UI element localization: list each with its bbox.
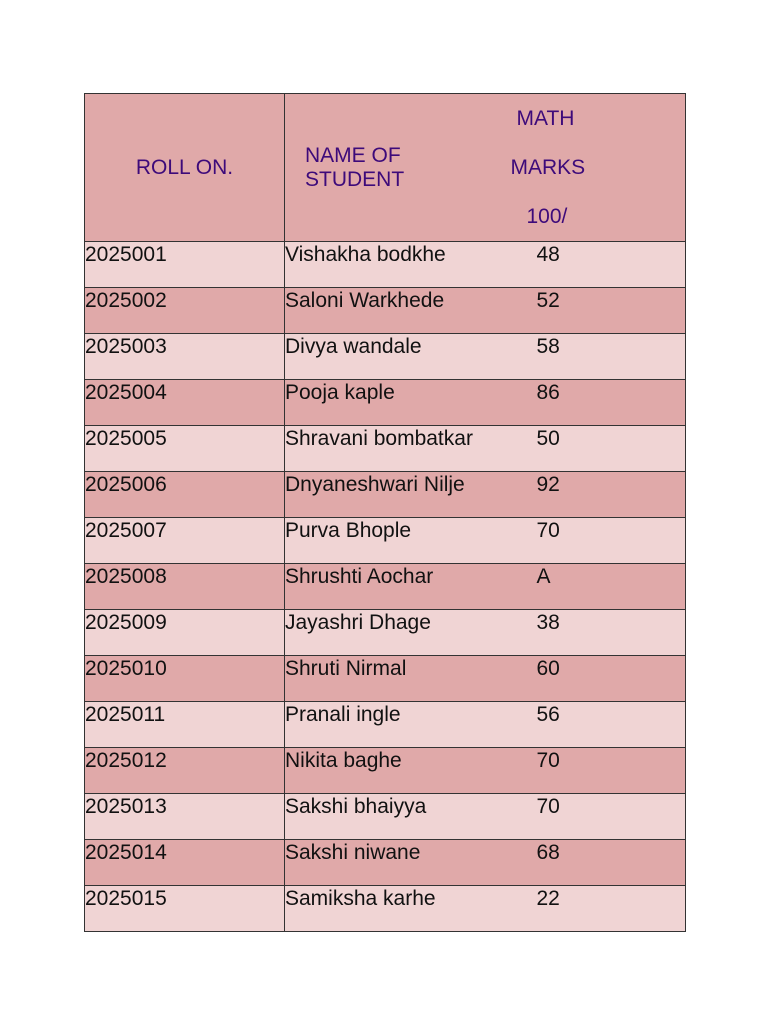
marks-sheet: [84, 93, 685, 932]
math-marks-cell: 60: [485, 656, 686, 702]
math-marks-heading: [485, 94, 686, 241]
student-name-cell: Pooja kaple: [285, 380, 485, 426]
student-name-cell: Dnyaneshwari Nilje: [285, 472, 485, 518]
roll-number-cell: 2025001: [85, 242, 285, 288]
student-name-cell: Jayashri Dhage: [285, 610, 485, 656]
student-name-cell: Purva Bhople: [285, 518, 485, 564]
table-row: [85, 288, 686, 334]
roll-number-cell: 2025009: [85, 610, 285, 656]
math-marks-cell: 58: [485, 334, 686, 380]
roll-number-cell: 2025003: [85, 334, 285, 380]
math-marks-cell: 22: [485, 886, 686, 932]
math-marks-cell: 68: [485, 840, 686, 886]
math-marks-cell: 70: [485, 748, 686, 794]
table-row: [85, 380, 686, 426]
table-row: [85, 840, 686, 886]
table-row: [85, 610, 686, 656]
roll-number-cell: 2025007: [85, 518, 285, 564]
student-name-cell: Divya wandale: [285, 334, 485, 380]
student-name-cell: Nikita baghe: [285, 748, 485, 794]
table-row: [85, 426, 686, 472]
student-marks-table: [84, 93, 686, 932]
math-marks-heading-line: MATH: [516, 107, 575, 130]
roll-number-cell: 2025006: [85, 472, 285, 518]
table-row: [85, 334, 686, 380]
student-name-cell: Shruti Nirmal: [285, 656, 485, 702]
math-marks-cell: 50: [485, 426, 686, 472]
student-name-cell: Vishakha bodkhe: [285, 242, 485, 288]
student-name-cell: Sakshi niwane: [285, 840, 485, 886]
math-marks-cell: 70: [485, 518, 686, 564]
student-name-cell: Pranali ingle: [285, 702, 485, 748]
table-row: [85, 702, 686, 748]
math-marks-cell: A: [485, 564, 686, 610]
header-student-name: NAME OF STUDENT: [285, 94, 485, 242]
student-name-cell: Saloni Warkhede: [285, 288, 485, 334]
student-name-cell: Shravani bombatkar: [285, 426, 485, 472]
table-body: [85, 242, 686, 932]
student-name-cell: Samiksha karhe: [285, 886, 485, 932]
table-row: [85, 748, 686, 794]
math-marks-cell: 92: [485, 472, 686, 518]
roll-number-cell: 2025005: [85, 426, 285, 472]
roll-number-cell: 2025015: [85, 886, 285, 932]
math-marks-cell: 52: [485, 288, 686, 334]
table-header: [85, 94, 686, 242]
table-row: [85, 794, 686, 840]
header-math-marks: [485, 94, 686, 242]
table-row: [85, 518, 686, 564]
header-roll-number: ROLL ON.: [85, 94, 285, 242]
math-marks-cell: 48: [485, 242, 686, 288]
student-name-cell: Shrushti Aochar: [285, 564, 485, 610]
math-marks-cell: 56: [485, 702, 686, 748]
roll-number-cell: 2025012: [85, 748, 285, 794]
table-row: [85, 656, 686, 702]
math-marks-cell: 38: [485, 610, 686, 656]
student-name-cell: Sakshi bhaiyya: [285, 794, 485, 840]
roll-number-cell: 2025008: [85, 564, 285, 610]
roll-number-cell: 2025004: [85, 380, 285, 426]
header-row: [85, 94, 686, 242]
math-marks-heading-line: 100/: [526, 205, 568, 228]
roll-number-cell: 2025014: [85, 840, 285, 886]
math-marks-cell: 70: [485, 794, 686, 840]
table-row: [85, 886, 686, 932]
table-row: [85, 472, 686, 518]
roll-number-cell: 2025011: [85, 702, 285, 748]
roll-number-cell: 2025002: [85, 288, 285, 334]
roll-number-cell: 2025010: [85, 656, 285, 702]
roll-number-cell: 2025013: [85, 794, 285, 840]
math-marks-heading-line: MARKS: [510, 156, 586, 179]
math-marks-cell: 86: [485, 380, 686, 426]
table-row: [85, 242, 686, 288]
table-row: [85, 564, 686, 610]
